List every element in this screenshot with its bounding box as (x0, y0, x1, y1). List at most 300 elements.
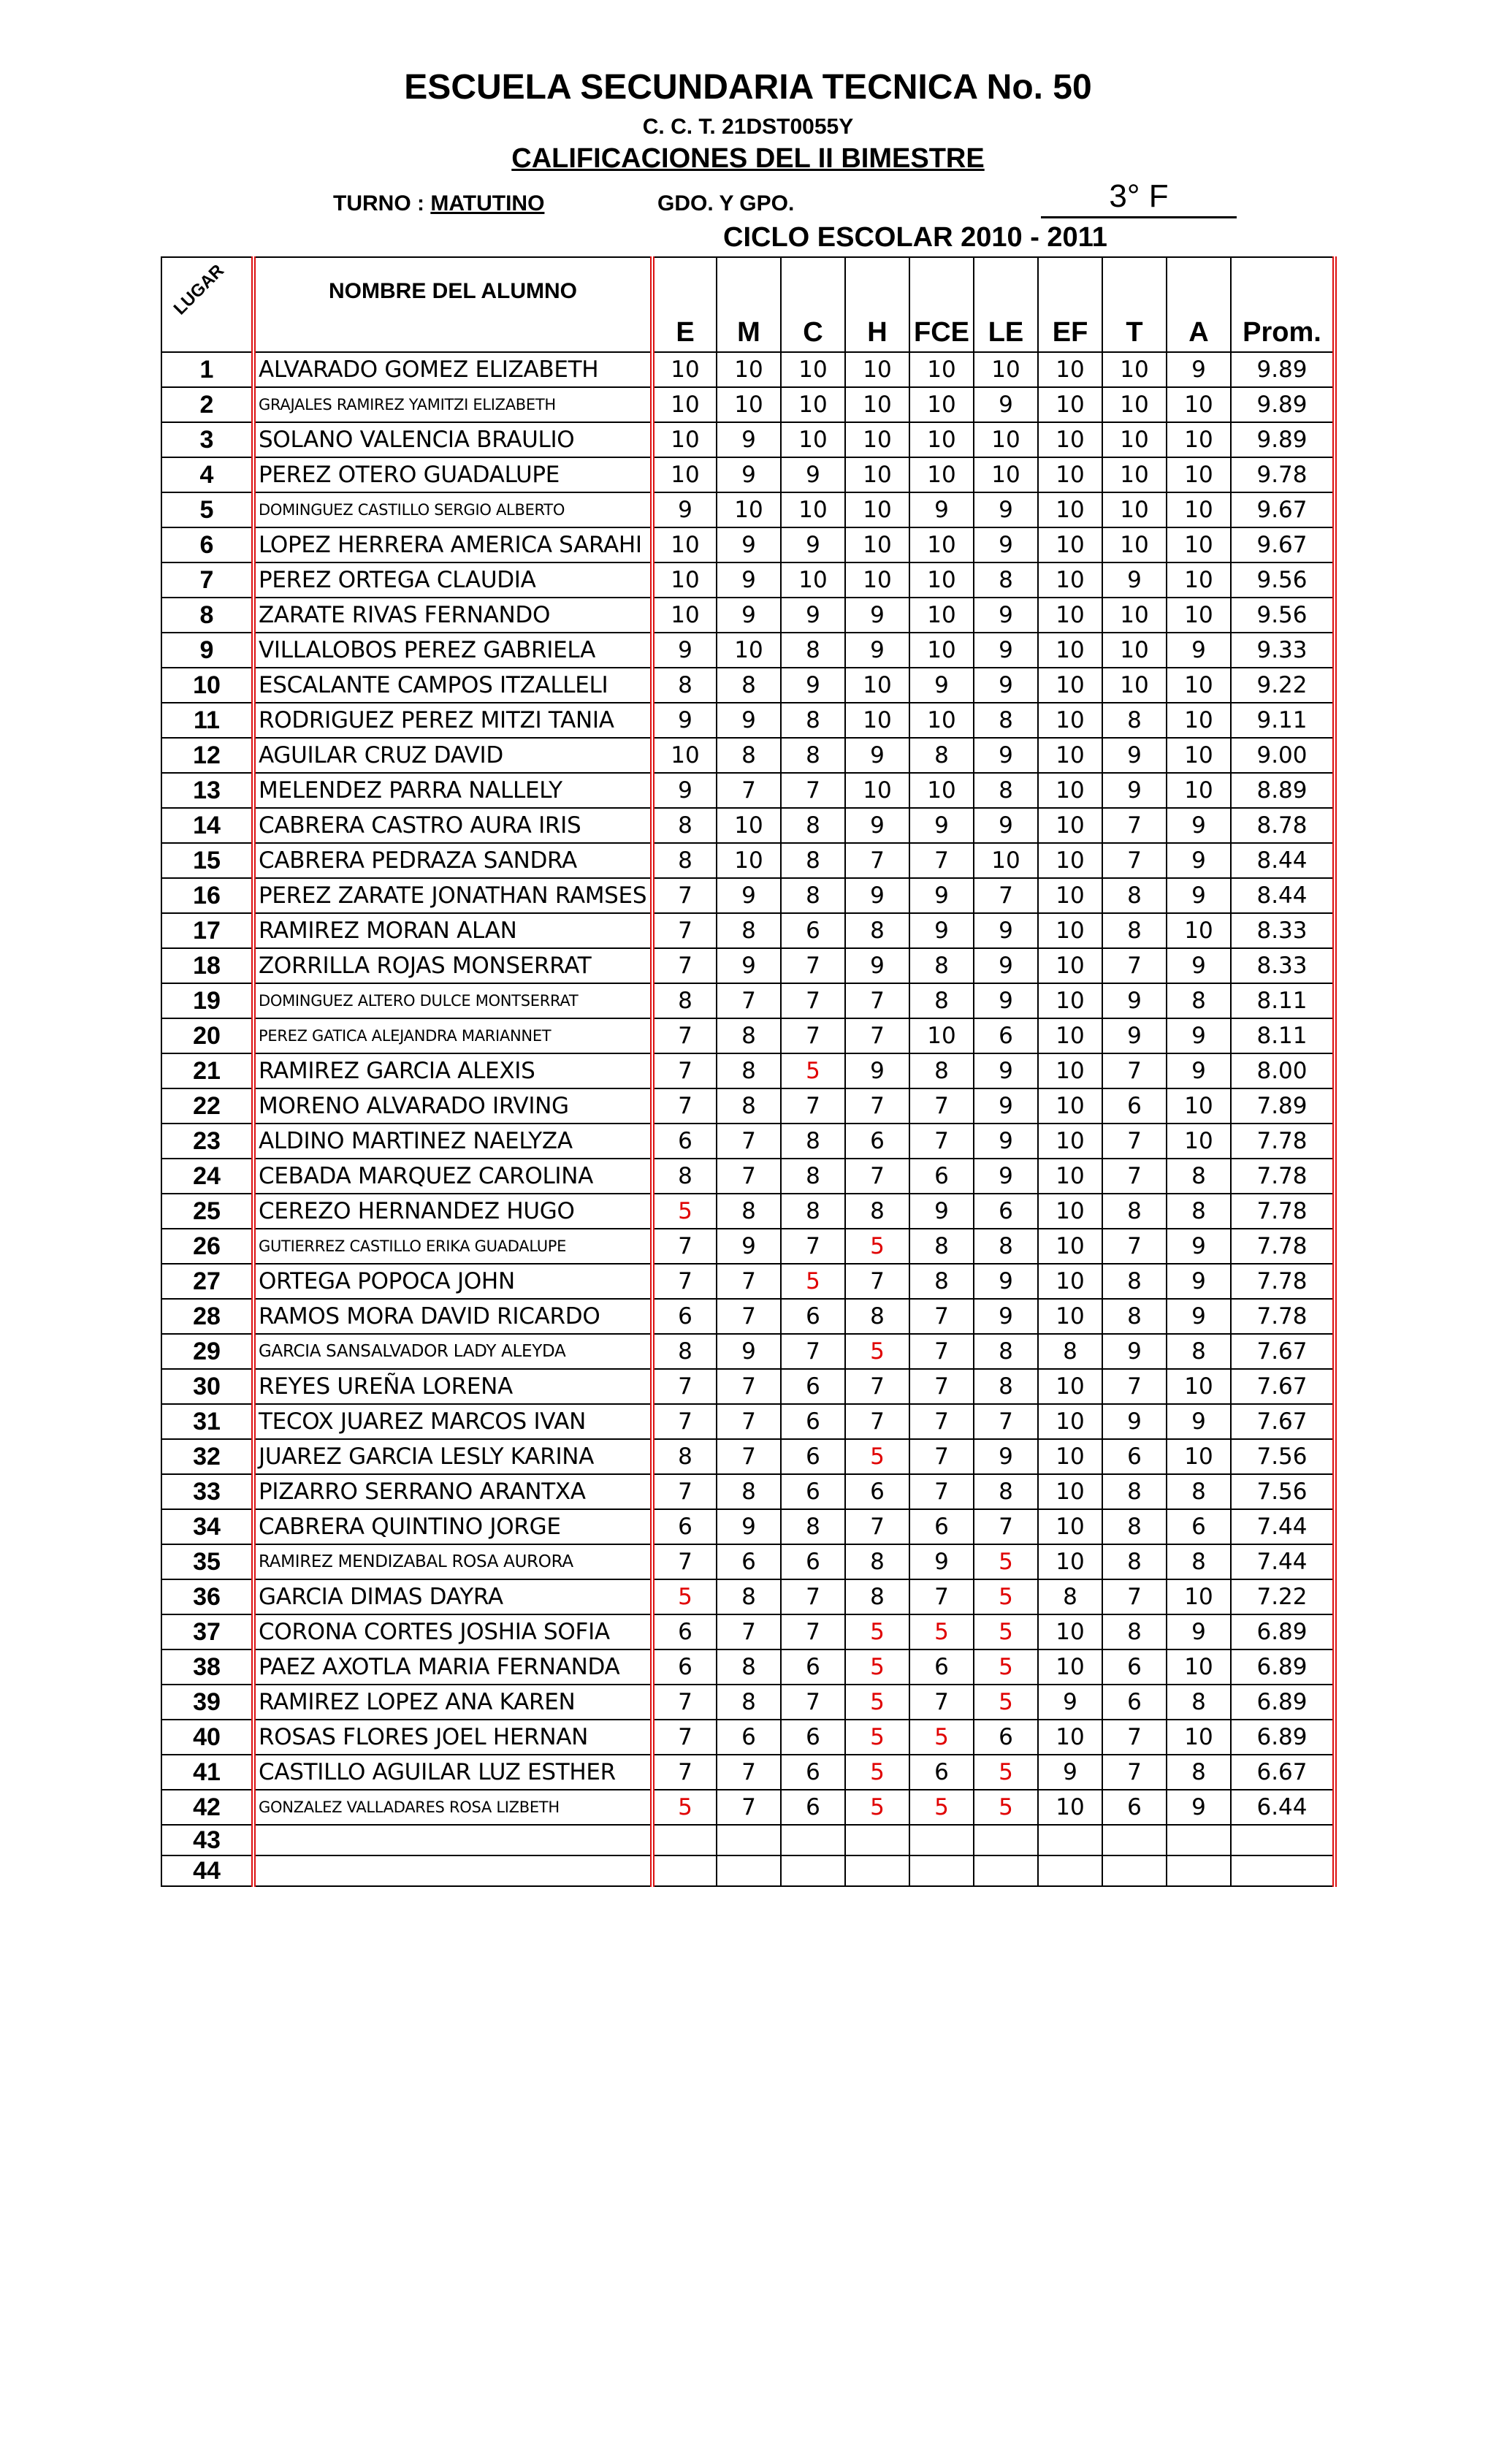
grade-cell: 9 (974, 492, 1038, 527)
grade-cell: 9 (1167, 633, 1231, 668)
table-row (161, 1855, 1335, 1886)
turno-value: MATUTINO (430, 191, 545, 215)
student-name-cell: GRAJALES RAMIREZ YAMITZI ELIZABETH (253, 387, 652, 422)
grade-cell: 8 (1102, 1614, 1167, 1649)
grade-cell: 9 (717, 1334, 781, 1369)
grade-cell: 10 (717, 843, 781, 878)
grade-cell: 10 (909, 457, 974, 492)
grade-cell: 5 (845, 1229, 909, 1264)
grade-cell: 9 (1102, 1018, 1167, 1053)
student-name-cell: GONZALEZ VALLADARES ROSA LIZBETH (253, 1790, 652, 1825)
table-row (161, 1579, 1335, 1614)
grade-cell: 8 (717, 1053, 781, 1088)
grade-cell: 7 (781, 1614, 845, 1649)
table-row (161, 1229, 1335, 1264)
table-row (161, 387, 1335, 422)
average-cell: 9.11 (1231, 703, 1335, 738)
grade-cell: 8 (974, 562, 1038, 598)
grade-cell: 9 (974, 1053, 1038, 1088)
grade-cell: 7 (652, 1229, 717, 1264)
grade-cell: 8 (781, 843, 845, 878)
student-name-cell: PEREZ ZARATE JONATHAN RAMSES (253, 878, 652, 913)
grade-cell (652, 1855, 717, 1886)
rank-cell: 44 (161, 1855, 253, 1886)
col-header-fce: FCE (909, 257, 974, 352)
student-name-cell (253, 1825, 652, 1855)
grade-cell: 10 (845, 457, 909, 492)
grade-cell: 8 (845, 1299, 909, 1334)
grade-cell (974, 1855, 1038, 1886)
grade-cell: 10 (1038, 1299, 1102, 1334)
grade-cell: 7 (1102, 948, 1167, 983)
grade-cell: 10 (1167, 913, 1231, 948)
grade-cell: 6 (909, 1755, 974, 1790)
grade-cell: 7 (717, 1264, 781, 1299)
grade-cell: 10 (909, 422, 974, 457)
grade-cell: 8 (974, 1229, 1038, 1264)
table-row (161, 913, 1335, 948)
rank-cell: 15 (161, 843, 253, 878)
grade-cell (1167, 1825, 1231, 1855)
grade-cell: 9 (1167, 948, 1231, 983)
grade-cell: 6 (781, 913, 845, 948)
grade-cell: 10 (717, 352, 781, 387)
rank-cell: 19 (161, 983, 253, 1018)
grade-cell: 7 (652, 1369, 717, 1404)
average-cell: 6.89 (1231, 1649, 1335, 1685)
col-header-prom: Prom. (1231, 257, 1335, 352)
grade-cell: 10 (1038, 1053, 1102, 1088)
grade-cell: 7 (781, 1334, 845, 1369)
grade-cell: 8 (781, 703, 845, 738)
student-name-cell: RAMIREZ MORAN ALAN (253, 913, 652, 948)
grade-cell: 6 (781, 1544, 845, 1579)
average-cell: 6.89 (1231, 1720, 1335, 1755)
average-cell: 7.44 (1231, 1509, 1335, 1544)
rank-cell: 33 (161, 1474, 253, 1509)
grade-cell: 5 (909, 1720, 974, 1755)
grade-cell: 10 (909, 387, 974, 422)
grade-cell: 7 (909, 1404, 974, 1439)
grade-cell: 6 (1102, 1685, 1167, 1720)
grade-cell: 8 (717, 738, 781, 773)
grade-cell: 7 (909, 1474, 974, 1509)
grade-cell: 7 (717, 1159, 781, 1194)
rank-cell: 34 (161, 1509, 253, 1544)
grade-cell: 10 (1102, 633, 1167, 668)
grade-cell: 8 (717, 913, 781, 948)
table-row (161, 1264, 1335, 1299)
grade-cell (974, 1825, 1038, 1855)
table-row (161, 1159, 1335, 1194)
grade-cell: 9 (1167, 808, 1231, 843)
grade-cell: 6 (1102, 1439, 1167, 1474)
grade-cell: 7 (652, 1720, 717, 1755)
grade-cell: 9 (717, 457, 781, 492)
rank-cell: 7 (161, 562, 253, 598)
grade-cell: 10 (845, 703, 909, 738)
grade-cell: 8 (717, 668, 781, 703)
student-name-cell: ROSAS FLORES JOEL HERNAN (253, 1720, 652, 1755)
grade-cell: 10 (845, 422, 909, 457)
average-cell (1231, 1825, 1335, 1855)
grade-cell: 10 (1167, 1124, 1231, 1159)
table-row (161, 808, 1335, 843)
grade-cell: 7 (717, 1790, 781, 1825)
rank-cell: 29 (161, 1334, 253, 1369)
student-name-cell: CORONA CORTES JOSHIA SOFIA (253, 1614, 652, 1649)
grade-cell: 10 (845, 492, 909, 527)
average-cell: 9.33 (1231, 633, 1335, 668)
rank-cell: 43 (161, 1825, 253, 1855)
table-row (161, 1790, 1335, 1825)
grade-cell: 7 (974, 878, 1038, 913)
grade-cell: 10 (974, 352, 1038, 387)
grade-cell: 7 (1102, 1579, 1167, 1614)
rank-cell: 30 (161, 1369, 253, 1404)
grade-cell: 7 (845, 1404, 909, 1439)
grade-cell: 10 (909, 1018, 974, 1053)
average-cell: 8.11 (1231, 983, 1335, 1018)
grade-cell: 9 (974, 1264, 1038, 1299)
grade-cell: 9 (974, 1439, 1038, 1474)
average-cell: 8.44 (1231, 878, 1335, 913)
grade-cell: 10 (1038, 352, 1102, 387)
grade-cell: 10 (845, 527, 909, 562)
average-cell: 9.00 (1231, 738, 1335, 773)
grade-cell: 10 (1038, 457, 1102, 492)
grade-cell (781, 1825, 845, 1855)
grade-cell: 8 (1167, 1194, 1231, 1229)
table-row (161, 1053, 1335, 1088)
grade-cell: 7 (652, 913, 717, 948)
average-cell: 7.56 (1231, 1439, 1335, 1474)
grade-cell: 10 (1038, 1194, 1102, 1229)
student-name-cell: PEREZ ORTEGA CLAUDIA (253, 562, 652, 598)
grade-cell: 7 (909, 1369, 974, 1404)
grade-cell: 10 (974, 422, 1038, 457)
grade-cell: 10 (1167, 773, 1231, 808)
grade-cell: 9 (1167, 1614, 1231, 1649)
grade-cell: 9 (974, 808, 1038, 843)
table-row (161, 1649, 1335, 1685)
grade-cell: 7 (1102, 1053, 1167, 1088)
grade-cell: 9 (1102, 562, 1167, 598)
grade-cell: 6 (781, 1474, 845, 1509)
grade-cell: 10 (974, 457, 1038, 492)
grade-cell: 10 (717, 808, 781, 843)
grade-cell: 10 (652, 422, 717, 457)
grade-cell: 8 (1102, 1194, 1167, 1229)
average-cell: 8.11 (1231, 1018, 1335, 1053)
grade-cell: 10 (909, 633, 974, 668)
grade-cell: 6 (781, 1299, 845, 1334)
average-cell: 6.44 (1231, 1790, 1335, 1825)
grade-cell (909, 1825, 974, 1855)
grade-cell: 10 (1102, 598, 1167, 633)
grade-cell: 9 (652, 492, 717, 527)
grade-cell: 6 (845, 1474, 909, 1509)
grade-cell: 7 (717, 773, 781, 808)
student-name-cell: GUTIERREZ CASTILLO ERIKA GUADALUPE (253, 1229, 652, 1264)
rank-cell: 12 (161, 738, 253, 773)
grade-cell: 6 (652, 1509, 717, 1544)
average-cell: 6.89 (1231, 1685, 1335, 1720)
table-row (161, 422, 1335, 457)
average-cell: 9.89 (1231, 422, 1335, 457)
grade-cell: 6 (974, 1194, 1038, 1229)
average-cell: 9.89 (1231, 387, 1335, 422)
grade-cell: 5 (652, 1579, 717, 1614)
rank-cell: 41 (161, 1755, 253, 1790)
grade-cell: 7 (652, 1404, 717, 1439)
col-header-ef: EF (1038, 257, 1102, 352)
grade-cell: 10 (1038, 1018, 1102, 1053)
grade-cell: 8 (1102, 1544, 1167, 1579)
grade-cell: 8 (1102, 913, 1167, 948)
table-row (161, 1369, 1335, 1404)
grade-cell: 8 (781, 1159, 845, 1194)
grade-cell: 8 (1167, 1685, 1231, 1720)
col-header-h: H (845, 257, 909, 352)
school-cct: C. C. T. 21DST0055Y (642, 115, 854, 139)
grade-cell: 8 (845, 1544, 909, 1579)
grade-cell: 10 (1038, 1264, 1102, 1299)
average-cell: 8.00 (1231, 1053, 1335, 1088)
grade-cell: 5 (781, 1053, 845, 1088)
average-cell (1231, 1855, 1335, 1886)
grade-cell: 10 (781, 422, 845, 457)
grade-cell: 9 (909, 1194, 974, 1229)
table-row (161, 352, 1335, 387)
grade-cell: 5 (845, 1334, 909, 1369)
grade-cell: 8 (909, 1264, 974, 1299)
grade-cell: 8 (909, 738, 974, 773)
report-title-text: CALIFICACIONES DEL II BIMESTRE (511, 143, 985, 174)
average-cell: 8.33 (1231, 948, 1335, 983)
grade-cell: 9 (909, 913, 974, 948)
student-name-cell: JUAREZ GARCIA LESLY KARINA (253, 1439, 652, 1474)
grade-cell: 7 (717, 1124, 781, 1159)
grade-cell: 5 (845, 1649, 909, 1685)
rank-cell: 31 (161, 1404, 253, 1439)
grade-cell: 9 (1102, 983, 1167, 1018)
grade-cell: 8 (652, 1159, 717, 1194)
grade-cell: 8 (1102, 1509, 1167, 1544)
grade-cell: 10 (1038, 913, 1102, 948)
grade-cell: 9 (909, 808, 974, 843)
table-row (161, 1088, 1335, 1124)
grade-cell: 9 (974, 527, 1038, 562)
grade-cell: 7 (781, 1088, 845, 1124)
rank-cell: 40 (161, 1720, 253, 1755)
grade-cell: 7 (845, 1369, 909, 1404)
grade-cell: 10 (909, 352, 974, 387)
grade-cell: 6 (781, 1755, 845, 1790)
grade-cell (1038, 1825, 1102, 1855)
grade-cell: 7 (652, 1088, 717, 1124)
average-cell: 7.67 (1231, 1334, 1335, 1369)
student-name-cell: RAMOS MORA DAVID RICARDO (253, 1299, 652, 1334)
grade-cell: 8 (974, 1474, 1038, 1509)
grade-cell: 9 (974, 948, 1038, 983)
grade-cell: 10 (1167, 1720, 1231, 1755)
grade-cell: 8 (652, 1439, 717, 1474)
grade-cell: 6 (781, 1404, 845, 1439)
grade-cell: 8 (781, 1194, 845, 1229)
grade-cell: 10 (1167, 1439, 1231, 1474)
grade-cell: 6 (1102, 1649, 1167, 1685)
grade-cell: 8 (1038, 1334, 1102, 1369)
grade-cell: 7 (717, 983, 781, 1018)
grade-cell: 9 (717, 527, 781, 562)
col-header-m: M (717, 257, 781, 352)
grade-cell: 6 (1102, 1088, 1167, 1124)
grade-cell: 9 (781, 668, 845, 703)
grade-cell: 10 (1038, 492, 1102, 527)
col-header-le: LE (974, 257, 1038, 352)
table-row (161, 948, 1335, 983)
table-row (161, 1299, 1335, 1334)
average-cell: 8.78 (1231, 808, 1335, 843)
student-name-cell: TECOX JUAREZ MARCOS IVAN (253, 1404, 652, 1439)
grade-cell: 9 (974, 1159, 1038, 1194)
grade-cell: 8 (909, 1229, 974, 1264)
grade-cell: 8 (845, 1579, 909, 1614)
grade-cell: 10 (717, 492, 781, 527)
grade-cell: 8 (781, 738, 845, 773)
rank-cell: 22 (161, 1088, 253, 1124)
grade-cell: 9 (1102, 1334, 1167, 1369)
grade-cell: 7 (781, 948, 845, 983)
grade-cell (717, 1855, 781, 1886)
student-name-cell: VILLALOBOS PEREZ GABRIELA (253, 633, 652, 668)
grade-cell: 5 (845, 1755, 909, 1790)
grade-cell: 7 (1102, 843, 1167, 878)
grade-cell: 9 (717, 422, 781, 457)
grade-cell: 7 (1102, 1159, 1167, 1194)
grade-cell: 10 (1038, 527, 1102, 562)
grade-cell: 6 (974, 1018, 1038, 1053)
grade-cell: 8 (1102, 1474, 1167, 1509)
grade-cell: 5 (845, 1790, 909, 1825)
grade-cell: 8 (781, 633, 845, 668)
grade-cell: 10 (1102, 457, 1167, 492)
grade-cell: 6 (974, 1720, 1038, 1755)
grade-cell: 10 (781, 562, 845, 598)
rank-cell: 26 (161, 1229, 253, 1264)
grade-cell: 10 (652, 598, 717, 633)
grade-cell: 5 (845, 1720, 909, 1755)
student-name-cell: CEREZO HERNANDEZ HUGO (253, 1194, 652, 1229)
table-row (161, 1124, 1335, 1159)
student-name-cell: ALVARADO GOMEZ ELIZABETH (253, 352, 652, 387)
grade-cell: 10 (974, 843, 1038, 878)
col-header-c: C (781, 257, 845, 352)
grade-cell: 7 (1102, 808, 1167, 843)
grade-cell: 9 (1038, 1755, 1102, 1790)
grade-cell: 7 (717, 1299, 781, 1334)
student-name-cell: CABRERA CASTRO AURA IRIS (253, 808, 652, 843)
grade-cell: 9 (1102, 773, 1167, 808)
grade-cell: 8 (1102, 703, 1167, 738)
grade-cell: 10 (652, 527, 717, 562)
grade-cell: 10 (1038, 1720, 1102, 1755)
grade-cell: 8 (1102, 878, 1167, 913)
grade-cell: 8 (1102, 1264, 1167, 1299)
grade-cell: 10 (652, 387, 717, 422)
grade-cell (1102, 1825, 1167, 1855)
grade-cell: 9 (781, 598, 845, 633)
grade-cell: 7 (1102, 1720, 1167, 1755)
table-row (161, 527, 1335, 562)
grade-cell: 9 (974, 1088, 1038, 1124)
average-cell: 9.67 (1231, 527, 1335, 562)
grade-cell: 8 (781, 1509, 845, 1544)
average-cell: 7.78 (1231, 1124, 1335, 1159)
rank-cell: 1 (161, 352, 253, 387)
table-row (161, 703, 1335, 738)
grade-cell: 6 (845, 1124, 909, 1159)
grade-cell: 6 (781, 1720, 845, 1755)
grade-cell: 10 (1102, 492, 1167, 527)
table-row (161, 457, 1335, 492)
grade-cell: 10 (909, 703, 974, 738)
turno (333, 191, 544, 216)
table-row (161, 878, 1335, 913)
grades-table (161, 256, 1337, 1887)
grade-cell: 9 (974, 1124, 1038, 1159)
grade-cell: 9 (1167, 1229, 1231, 1264)
grade-cell: 6 (652, 1614, 717, 1649)
student-name-cell: PEREZ GATICA ALEJANDRA MARIANNET (253, 1018, 652, 1053)
grade-cell: 10 (909, 598, 974, 633)
grade-cell: 9 (1167, 1790, 1231, 1825)
grade-cell: 10 (845, 387, 909, 422)
grade-cell: 8 (717, 1685, 781, 1720)
grade-cell: 5 (909, 1614, 974, 1649)
grade-cell: 10 (845, 668, 909, 703)
grade-cell: 9 (652, 703, 717, 738)
grade-cell: 10 (1102, 352, 1167, 387)
table-row (161, 1720, 1335, 1755)
grade-cell (1102, 1855, 1167, 1886)
grade-cell: 7 (781, 1685, 845, 1720)
rank-cell: 4 (161, 457, 253, 492)
table-row (161, 668, 1335, 703)
rank-cell: 32 (161, 1439, 253, 1474)
grade-cell: 7 (717, 1755, 781, 1790)
grade-cell: 10 (1167, 1579, 1231, 1614)
rank-cell: 21 (161, 1053, 253, 1088)
grade-cell: 7 (845, 983, 909, 1018)
grade-cell: 10 (1102, 527, 1167, 562)
grade-cell: 9 (717, 1509, 781, 1544)
grade-cell: 10 (845, 773, 909, 808)
grade-cell: 9 (781, 527, 845, 562)
table-row (161, 1439, 1335, 1474)
average-cell: 7.56 (1231, 1474, 1335, 1509)
grade-cell: 10 (652, 352, 717, 387)
grade-cell: 8 (1038, 1579, 1102, 1614)
grade-cell: 8 (845, 1194, 909, 1229)
average-cell: 9.56 (1231, 598, 1335, 633)
rank-cell: 3 (161, 422, 253, 457)
grade-cell: 7 (845, 843, 909, 878)
grade-cell: 9 (974, 387, 1038, 422)
grade-cell: 7 (652, 948, 717, 983)
table-row (161, 1194, 1335, 1229)
